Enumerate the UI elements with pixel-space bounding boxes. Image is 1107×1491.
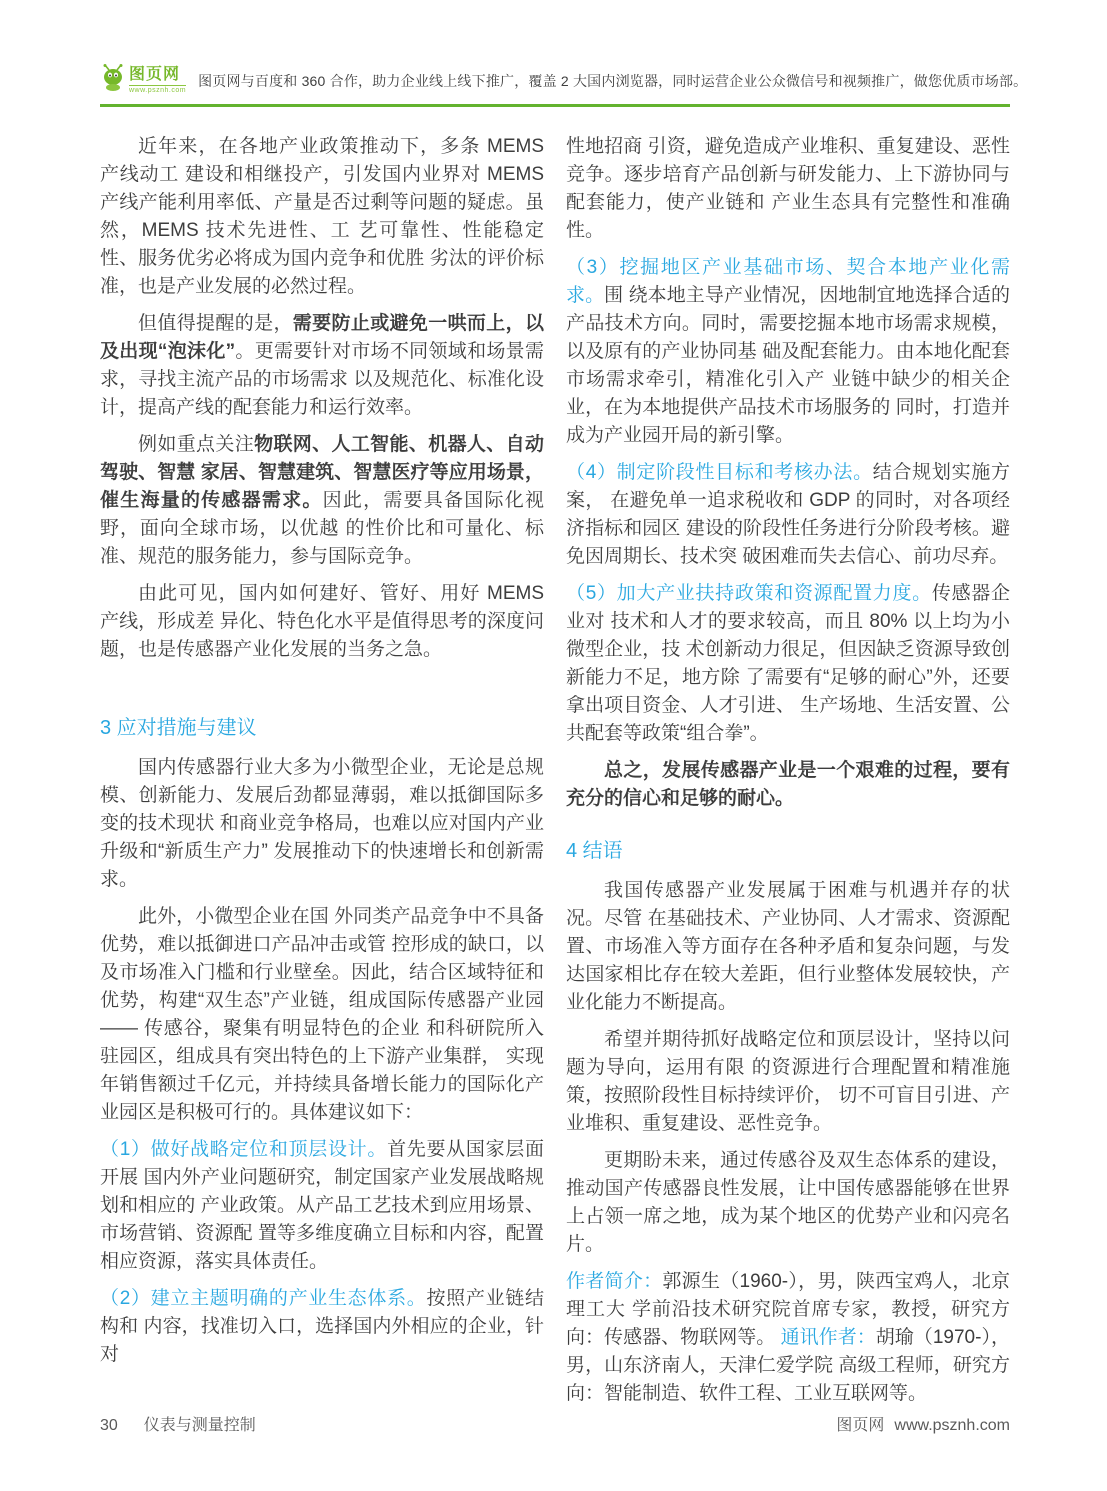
list-item-lead: （2）建立主题明确的产业生态体系。	[100, 1288, 427, 1309]
paragraph	[100, 580, 544, 664]
page-footer	[100, 1412, 1010, 1435]
paragraph	[100, 310, 544, 422]
footer-left	[100, 1412, 256, 1435]
paragraph	[566, 757, 1010, 813]
article-body	[0, 107, 1107, 1417]
text-run: 例如重点关注	[138, 434, 255, 455]
text-run: 性地招商 引资，避免造成产业堆积、重复建设、恶性竞争。逐步培育产品创新与研发能力、上下游协同与配套能力，使产业链和 产业生态具有完整性和准确性。	[566, 136, 1010, 241]
text-run: 围 绕本地主导产业情况，因地制宜地选择合适的产品技术方向。同时，需要挖掘本地市场需求规模，以及原有的产业协同基 础及配套能力。由本地化配套市场需求牵引，精准化引入产 业链中缺少的相关企业，在为本地提供产品技术市场服务的 同时，打造并成为产业园开局的新引擎。	[566, 285, 1010, 446]
footer-site-url: www.psznh.com	[894, 1417, 1010, 1434]
text-run: 但值得提醒的是，	[138, 313, 293, 334]
text-run: 结合规划实施方案， 在避免单一追求税收和 GDP 的同时，对各项经济指标和园区 建设的阶段性任务进行分阶段考核。避免因周期长、技术突 破困难而失去信心、前功尽弃。	[566, 462, 1010, 567]
site-logo	[100, 64, 186, 97]
article-column-left	[100, 133, 544, 1417]
text-run: 需要防止或避免一哄而上，以及出现“泡沫化”	[100, 313, 544, 362]
header-tagline: 图页网与百度和 360 合作，助力企业线上线下推广，覆盖 2 大国内浏览器，同时运营企业公众微信号和视频推广，做您优质市场部。	[198, 72, 1028, 89]
paragraph	[100, 431, 544, 571]
list-item-lead: （4）制定阶段性目标和考核办法。	[566, 462, 873, 483]
text-run: 按照产业链结构和 内容，找准切入口，选择国内外相应的企业，针对	[100, 1288, 544, 1365]
paragraph	[566, 133, 1010, 245]
footer-site-name: 图页网	[836, 1417, 885, 1434]
list-item-lead: （3）挖掘地区产业基础市场、契合本地产业化需求。	[566, 257, 1010, 306]
list-item-lead: 通讯作者：	[780, 1327, 876, 1348]
list-item-lead: 作者简介：	[566, 1271, 663, 1292]
text-run: 。更需要针对市场不同领域和场景需求，寻找主流产品的市场需求 以及规范化、标准化设计，提高产线的配套能力和运行效率。	[100, 341, 544, 418]
text-run: 因此，需要具备国际化视野，面向全球市场，以优越 的性价比和可量化、标准、规范的服务能力，参与国际竞争。	[100, 490, 544, 567]
paragraph	[100, 754, 544, 894]
page-header	[0, 0, 1107, 107]
paragraph	[100, 133, 544, 301]
text-run: 希望并期待抓好战略定位和顶层设计，坚持以问题为导向，运用有限 的资源进行合理配置和精准施策，按照阶段性目标持续评价， 切不可盲目引进、产业堆积、重复建设、恶性竞争。	[566, 1029, 1010, 1134]
article-column-right	[566, 133, 1010, 1417]
text-run: 此外，小微型企业在国 外同类产品竞争中不具备优势，难以抵御进口产品冲击或管 控形成的缺口，以及市场准入门槛和行业壁垒。因此，结合区域特征和优势，构建“双生态”产业链，组成国际传感器产业园 —— 传感谷，聚集有明显特色的企业 和科研院所入驻园区，组成具有突出特色的上下游产业集群， 实现年销售额过千亿元，并持续具备增长能力的国际化产业园区是积极可行的。具体建议如下：	[100, 906, 544, 1123]
paragraph	[100, 903, 544, 1127]
text-run: 国内传感器行业大多为小微型企业，无论是总规模、创新能力、发展后劲都显薄弱，难以抵御国际多变的技术现状 和商业竞争格局，也难以应对国内产业升级和“新质生产力” 发展推动下的快速增长和创新需求。	[100, 757, 544, 890]
paragraph	[566, 877, 1010, 1017]
text-run: 近年来，在各地产业政策推动下，多条 MEMS 产线动工 建设和相继投产，引发国内业界对 MEMS 产线产能利用率低、产量是否过剩等问题的疑虑。虽然，MEMS 技术先进性、工 艺可靠性、性能稳定性、服务优劣必将成为国内竞争和优胜 劣汰的评价标准，也是产业发展的必然过程。	[100, 136, 544, 297]
journal-title: 仪表与测量控制	[143, 1417, 256, 1434]
footer-right	[836, 1412, 1010, 1435]
text-run: 我国传感器产业发展属于困难与机遇并存的状况。尽管 在基础技术、产业协同、人才需求、资源配置、市场准入等方面存在各种矛盾和复杂问题，与发达国家相比存在较大差距，但行业整体发展较快，产业化能力不断提高。	[566, 880, 1010, 1013]
text-run: 传感器企业对 技术和人才的要求较高，而且 80% 以上均为小微型企业，技 术创新动力很足，但因缺乏资源导致创新能力不足，地方除 了需要有“足够的耐心”外，还要拿出项目资金、人才引进、 生产场地、生活安置、公共配套等政策“组合拳”。	[566, 583, 1010, 744]
text-run: 更期盼未来，通过传感谷及双生态体系的建设，推动国产传感器良性发展，让中国传感器能够在世界上占领一席之地，成为某个地区的优势产业和闪亮名片。	[566, 1150, 1010, 1255]
text-run: 物联网、人工智能、机器人、自动驾驶、智慧 家居、智慧建筑、智慧医疗等应用场景，催生海量的传感器需求。	[100, 434, 544, 511]
section-heading: 3 应对措施与建议	[100, 717, 257, 739]
list-item-lead: （1）做好战略定位和顶层设计。	[100, 1139, 388, 1160]
logo-mascot-icon	[100, 64, 126, 97]
logo-text: 图页网	[129, 66, 181, 83]
logo-url-text: www.psznh.com	[129, 87, 187, 94]
section-heading: 4 结语	[566, 840, 623, 862]
text-run: 总之，发展传感器产业是一个艰难的过程，要有充分的信心和足够的耐心。	[566, 760, 1010, 809]
paragraph	[566, 580, 1010, 748]
paragraph	[100, 1136, 544, 1276]
list-item-lead: （5）加大产业扶持政策和资源配置力度。	[566, 583, 932, 604]
paragraph	[566, 254, 1010, 450]
paragraph	[566, 1147, 1010, 1259]
paragraph	[566, 459, 1010, 571]
text-run: 首先要从国家层面开展 国内外产业问题研究，制定国家产业发展战略规划和相应的 产业政策。从产品工艺技术到应用场景、市场营销、资源配 置等多维度确立目标和内容，配置相应资源，落实具体责任。	[100, 1139, 544, 1272]
paragraph	[100, 1285, 544, 1369]
paragraph	[566, 1026, 1010, 1138]
paragraph	[566, 1268, 1010, 1408]
text-run: 郭源生（1960-），男，陕西宝鸡人，北京理工大 学前沿技术研究院首席专家，教授，研究方向：传感器、物联网等。	[566, 1271, 1010, 1348]
page-number: 30	[100, 1417, 118, 1434]
text-run: 胡瑜（1970-），男，山东济南人，天津仁爱学院 高级工程师，研究方向：智能制造、软件工程、工业互联网等。	[566, 1327, 1010, 1404]
text-run: 由此可见，国内如何建好、管好、用好 MEMS 产线，形成差 异化、特色化水平是值得思考的深度问题，也是传感器产业化发展的当务之急。	[100, 583, 544, 660]
